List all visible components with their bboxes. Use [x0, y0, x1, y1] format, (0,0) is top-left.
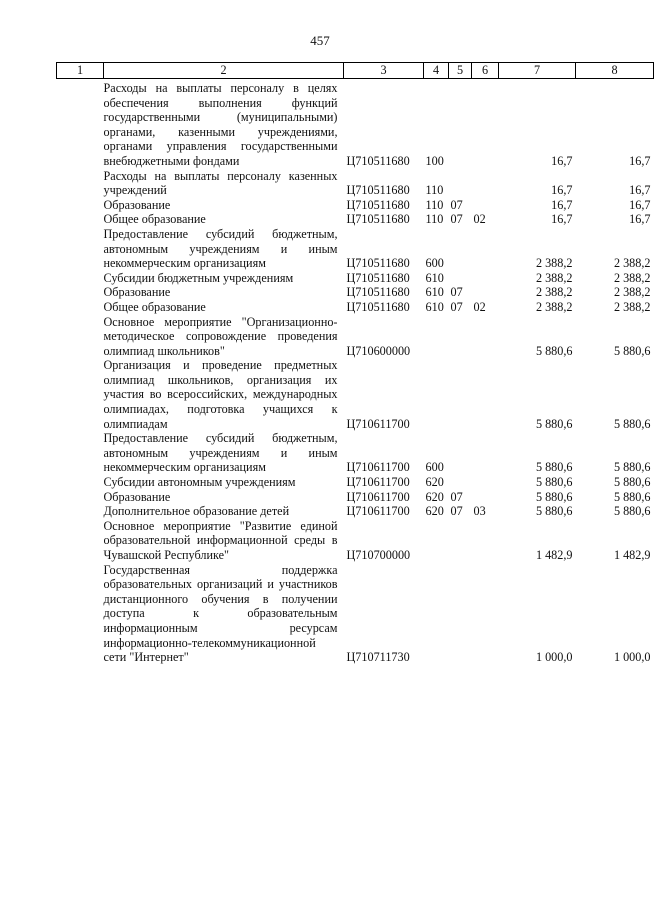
subsection-code — [472, 79, 499, 169]
table-row — [57, 227, 654, 271]
table-row — [57, 198, 654, 213]
section-code — [449, 169, 472, 198]
subsection-code: 02 — [473, 212, 486, 227]
amount-column-7: 5 880,6 — [535, 343, 573, 358]
amount-column-7: 16,7 — [551, 212, 573, 227]
budget-table-container — [56, 62, 651, 665]
section-code — [449, 227, 472, 271]
subsection-code — [472, 431, 499, 475]
amount-column-7: 16,7 — [551, 183, 573, 198]
expense-type-code: 610 — [425, 299, 444, 314]
expense-type-code — [424, 519, 449, 563]
target-article-code: Ц710511680 — [346, 285, 410, 300]
row-name: Образование — [103, 197, 171, 212]
table-row — [57, 212, 654, 227]
row-name: Организация и проведение предметных олимпиад школьников, организация их участия во всероссийских, международных олимпиадах, подготовка учащихся к олимпиадам — [103, 358, 338, 431]
expense-type-code — [424, 315, 449, 359]
budget-table — [56, 62, 654, 665]
table-row — [57, 285, 654, 300]
row-spacer-cell — [57, 431, 104, 475]
section-code: 07 — [450, 504, 463, 519]
column-number-row — [57, 63, 654, 79]
expense-type-code: 610 — [425, 285, 444, 300]
amount-column-7: 5 880,6 — [535, 504, 573, 519]
amount-column-8: 16,7 — [629, 212, 651, 227]
subsection-code — [472, 519, 499, 563]
amount-column-8: 1 482,9 — [613, 548, 651, 562]
target-article-code: Ц710611700 — [346, 460, 410, 475]
amount-column-8: 2 388,2 — [613, 299, 651, 314]
target-article-code: Ц710511680 — [346, 153, 410, 168]
table-row — [57, 563, 654, 665]
amount-column-8: 16,7 — [629, 183, 651, 198]
amount-column-7: 5 880,6 — [535, 460, 573, 475]
row-name: Основное мероприятие "Развитие единой образовательной информационной среды в Чувашской Республике" — [103, 518, 338, 562]
target-article-code: Ц710511680 — [346, 299, 410, 314]
amount-column-8: 5 880,6 — [613, 416, 651, 431]
expense-type-code — [424, 563, 449, 665]
subsection-code — [472, 285, 499, 300]
row-spacer-cell — [57, 358, 104, 431]
section-code — [449, 519, 472, 563]
section-code: 07 — [450, 489, 463, 504]
amount-column-7: 5 880,6 — [535, 416, 573, 431]
expense-type-code: 610 — [425, 270, 444, 285]
row-name: Государственная поддержка образовательных организаций и участников дистанционного обучения в получении доступа к образовательным информационным ресурсам информационно-телекоммуникационной сети "Интернет" — [103, 562, 338, 665]
amount-column-7: 16,7 — [551, 153, 573, 168]
amount-column-8: 2 388,2 — [613, 256, 651, 271]
table-row — [57, 271, 654, 286]
row-spacer-cell — [57, 475, 104, 490]
row-name: Образование — [103, 489, 171, 504]
column-number: 1 — [57, 63, 104, 79]
subsection-code — [472, 563, 499, 665]
row-name: Расходы на выплаты персоналу казенных учреждений — [103, 168, 338, 198]
amount-column-7: 1 000,0 — [535, 650, 573, 665]
amount-column-8: 16,7 — [629, 153, 651, 168]
row-spacer-cell — [57, 227, 104, 271]
row-name: Предоставление субсидий бюджетным, автономным учреждениям и иным некоммерческим организациям — [103, 226, 338, 271]
target-article-code: Ц710611700 — [346, 416, 410, 431]
row-spacer-cell — [57, 212, 104, 227]
amount-column-7: 1 482,9 — [535, 548, 573, 562]
amount-column-8: 2 388,2 — [613, 270, 651, 285]
section-code: 07 — [450, 212, 463, 227]
row-name: Общее образование — [103, 299, 206, 314]
table-row — [57, 300, 654, 315]
subsection-code — [472, 490, 499, 505]
table-row — [57, 490, 654, 505]
section-code: 07 — [450, 285, 463, 300]
table-row — [57, 504, 654, 519]
table-row — [57, 358, 654, 431]
amount-column-8: 5 880,6 — [613, 475, 651, 490]
row-name: Субсидии бюджетным учреждениям — [103, 270, 294, 285]
target-article-code: Ц710711730 — [346, 650, 410, 665]
subsection-code — [472, 198, 499, 213]
section-code — [449, 271, 472, 286]
section-code — [449, 79, 472, 169]
section-code — [449, 431, 472, 475]
column-number: 4 — [424, 63, 449, 79]
target-article-code: Ц710700000 — [346, 548, 411, 562]
section-code — [449, 315, 472, 359]
target-article-code: Ц710511680 — [346, 197, 410, 212]
expense-type-code: 620 — [425, 504, 444, 519]
subsection-code — [472, 227, 499, 271]
target-article-code: Ц710611700 — [346, 475, 410, 490]
amount-column-8: 16,7 — [629, 197, 651, 212]
amount-column-8: 2 388,2 — [613, 285, 651, 300]
amount-column-7: 16,7 — [551, 197, 573, 212]
row-spacer-cell — [57, 198, 104, 213]
expense-type-code: 110 — [425, 212, 444, 227]
column-number: 5 — [449, 63, 472, 79]
column-number: 8 — [576, 63, 654, 79]
amount-column-7: 2 388,2 — [535, 256, 573, 271]
expense-type-code: 600 — [425, 460, 444, 475]
amount-column-7: 2 388,2 — [535, 270, 573, 285]
row-name: Образование — [103, 285, 171, 300]
row-spacer-cell — [57, 169, 104, 198]
row-name: Дополнительное образование детей — [103, 504, 290, 519]
subsection-code — [472, 475, 499, 490]
page-number: 457 — [310, 33, 330, 48]
section-code — [449, 475, 472, 490]
subsection-code — [472, 358, 499, 431]
subsection-code — [472, 169, 499, 198]
expense-type-code: 600 — [425, 256, 444, 271]
section-code: 07 — [450, 197, 463, 212]
column-number: 6 — [472, 63, 499, 79]
expense-type-code: 110 — [425, 197, 444, 212]
expense-type-code: 620 — [425, 475, 444, 490]
amount-column-8: 5 880,6 — [613, 504, 651, 519]
row-spacer-cell — [57, 315, 104, 359]
row-spacer-cell — [57, 271, 104, 286]
target-article-code: Ц710611700 — [346, 504, 410, 519]
column-number: 7 — [499, 63, 576, 79]
row-spacer-cell — [57, 563, 104, 665]
table-row — [57, 431, 654, 475]
table-row — [57, 519, 654, 563]
row-name: Предоставление субсидий бюджетным, автономным учреждениям и иным некоммерческим организациям — [103, 431, 338, 475]
row-name: Основное мероприятие "Организационно-методическое сопровождение проведения олимпиад школьников" — [103, 314, 338, 358]
row-spacer-cell — [57, 79, 104, 169]
table-row — [57, 315, 654, 359]
expense-type-code — [424, 358, 449, 431]
amount-column-8: 1 000,0 — [613, 650, 651, 665]
amount-column-7: 5 880,6 — [535, 489, 573, 504]
column-number: 3 — [344, 63, 424, 79]
row-spacer-cell — [57, 519, 104, 563]
column-number: 2 — [104, 63, 344, 79]
row-spacer-cell — [57, 300, 104, 315]
amount-column-7: 2 388,2 — [535, 299, 573, 314]
expense-type-code: 620 — [425, 489, 444, 504]
subsection-code: 03 — [473, 504, 486, 519]
amount-column-8: 5 880,6 — [613, 343, 651, 358]
expense-type-code: 100 — [425, 153, 444, 168]
table-row — [57, 169, 654, 198]
amount-column-8: 5 880,6 — [613, 460, 651, 475]
row-name: Расходы на выплаты персоналу в целях обеспечения выполнения функций государственными (муниципальными) органами, казенными учреждениями, органами управления государственными внебюджетными фондами — [103, 81, 338, 168]
row-name: Общее образование — [103, 212, 206, 227]
target-article-code: Ц710511680 — [346, 212, 410, 227]
amount-column-7: 2 388,2 — [535, 285, 573, 300]
subsection-code — [472, 271, 499, 286]
row-spacer-cell — [57, 490, 104, 505]
subsection-code: 02 — [473, 299, 486, 314]
row-spacer-cell — [57, 285, 104, 300]
section-code: 07 — [450, 299, 463, 314]
expense-type-code: 110 — [425, 183, 444, 198]
row-spacer-cell — [57, 504, 104, 519]
amount-column-8: 5 880,6 — [613, 489, 651, 504]
row-name: Субсидии автономным учреждениям — [103, 475, 296, 490]
table-row — [57, 79, 654, 169]
target-article-code: Ц710511680 — [346, 256, 410, 271]
target-article-code: Ц710600000 — [346, 343, 411, 358]
amount-column-7: 5 880,6 — [535, 475, 573, 490]
subsection-code — [472, 315, 499, 359]
target-article-code: Ц710511680 — [346, 270, 410, 285]
table-row — [57, 475, 654, 490]
target-article-code: Ц710511680 — [346, 183, 410, 198]
section-code — [449, 358, 472, 431]
section-code — [449, 563, 472, 665]
target-article-code: Ц710611700 — [346, 489, 410, 504]
